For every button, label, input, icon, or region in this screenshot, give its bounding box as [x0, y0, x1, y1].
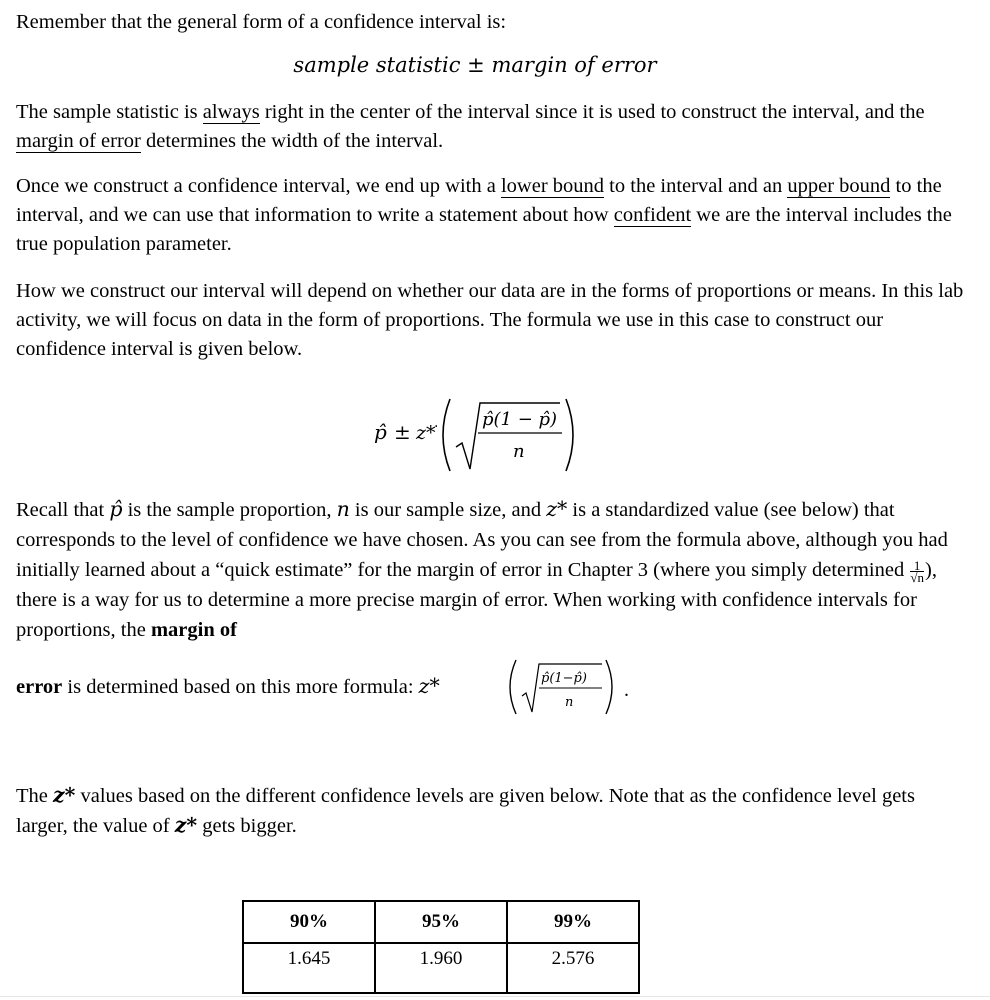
margin-of-error-formula [502, 656, 632, 718]
header-95: 95% [375, 901, 507, 943]
quick-estimate-fraction: $\frac{1}{√n}$ [910, 557, 924, 585]
formula-numerator: p̂(1 − p̂) [482, 409, 558, 430]
underlined-confident: confident [613, 204, 692, 226]
underlined-lower-bound: lower bound [500, 175, 605, 197]
margin-of-error-line: error is determined based on this more formula: z* [16, 674, 440, 698]
confidence-interval-formula [370, 395, 610, 475]
formula-sample-statistic: sample statistic [293, 53, 461, 77]
value-95: 1.960 [375, 943, 507, 993]
zstar-table [242, 900, 640, 994]
bounds-paragraph: Once we construct a confidence interval, we end up with a lower bound to the interval and an upper bound to the interval, and we can use that information to write a statement about how confident we are the interval includes the true population parameter. [16, 175, 952, 255]
moe-numerator: p̂(1−p̂) [541, 671, 587, 686]
header-99: 99% [507, 901, 639, 943]
right-paren [566, 399, 573, 471]
formula-zstar: z* [416, 422, 436, 444]
underlined-margin-of-error: margin of error [16, 130, 141, 152]
moe-denominator: n [565, 695, 574, 710]
svg-text:·: · [434, 419, 439, 435]
formula-plus-minus: ± [467, 53, 485, 77]
value-90: 1.645 [243, 943, 375, 993]
construction-paragraph: How we construct our interval will depend on whether our data are in the forms of proportions or means. In this lab activity, we will focus on data in the form of proportions. The formula we use in this case to construct our confidence interval is given below. [16, 280, 964, 360]
recall-paragraph: Recall that p̂ is the sample proportion, n is our sample size, and z* is a standardized value (see below) that corresponds to the level of confidence we have chosen. As you can see from the formula above, although you had initially learned about a “quick estimate” for the margin of error in Chapter 3 (where you simply determined $\frac{1}{√n}$ ), there is a way for us to determine a more precise margin of error. When working with confidence intervals for proportions, the margin of [16, 497, 948, 641]
moe-period: . [624, 679, 629, 701]
sample-statistic-paragraph: The sample statistic is always right in the center of the interval since it is used to construct the interval, and the margin of error determines the width of the interval. [16, 101, 925, 152]
underlined-always: always [202, 101, 260, 123]
page-bottom-divider [0, 996, 990, 997]
header-90: 90% [243, 901, 375, 943]
formula-phat: p̂ [374, 420, 387, 444]
intro-text: Remember that the general form of a confidence interval is: [16, 11, 507, 33]
table-row [243, 943, 639, 993]
left-paren [443, 399, 450, 471]
formula-pm: ± [394, 420, 411, 444]
table-header-row [243, 901, 639, 943]
formula-margin-of-error: margin of error [491, 53, 657, 77]
zstar-paragraph: The z* values based on the different confidence levels are given below. Note that as the confidence level gets larger, the value of z* gets bigger. [16, 783, 915, 837]
formula-denominator: n [513, 441, 525, 462]
underlined-upper-bound: upper bound [787, 175, 891, 197]
general-formula [0, 53, 950, 77]
value-99: 2.576 [507, 943, 639, 993]
